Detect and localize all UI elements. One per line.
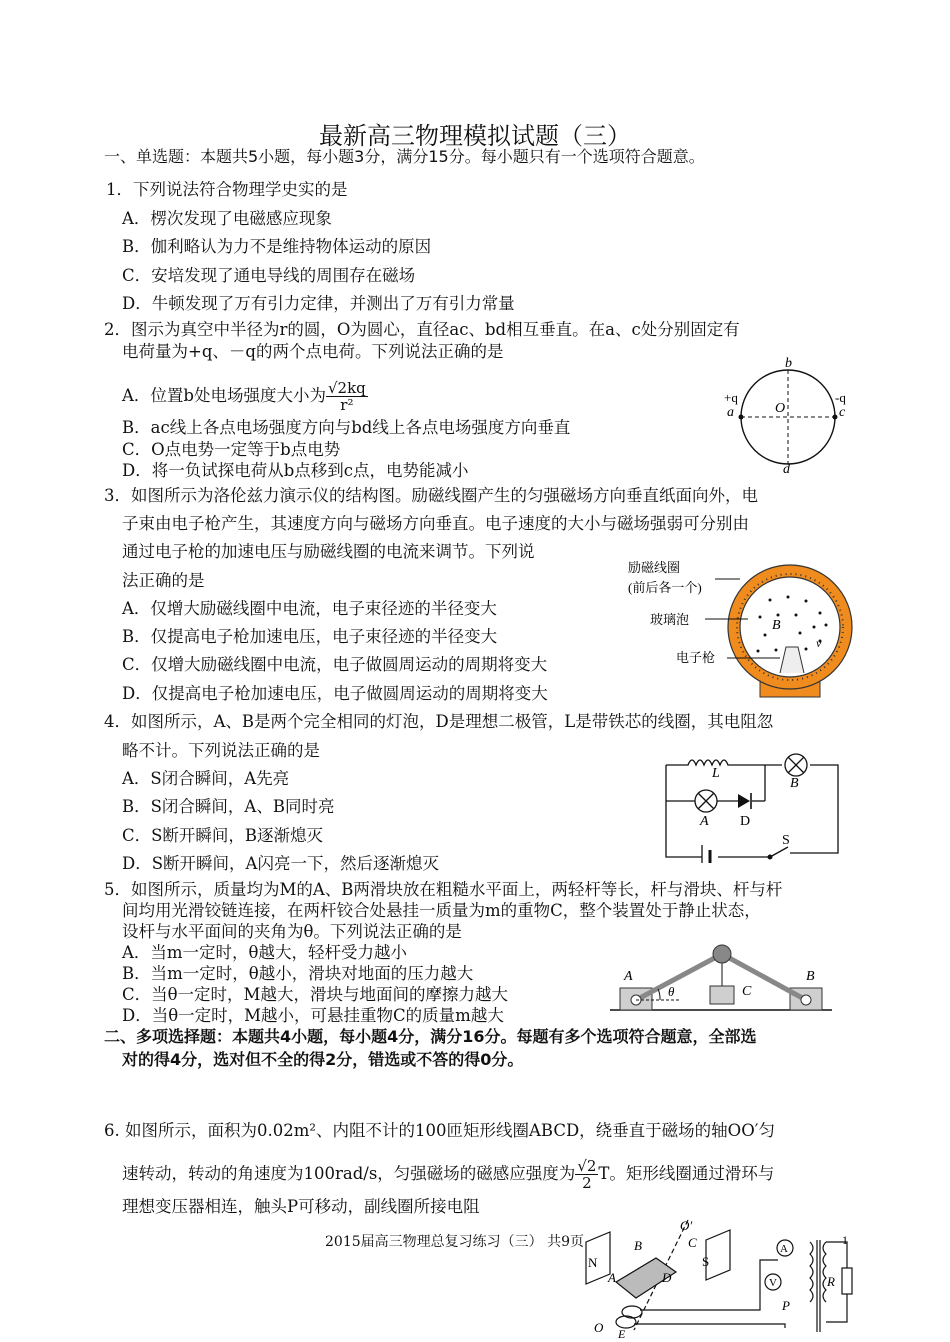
- label-coil-note: (前后各一个): [628, 580, 702, 595]
- resistor-R: [842, 1268, 852, 1294]
- q2-option-c: C．O点电势一定等于b点电势: [122, 440, 341, 459]
- charge-c: [833, 415, 838, 420]
- q2-circle-figure: [715, 355, 855, 477]
- q2-option-a: [122, 380, 368, 413]
- q1-option-d: D．牛顿发现了万有引力定律，并测出了万有引力常量: [122, 294, 515, 313]
- label-v: v: [816, 636, 822, 650]
- q5-slider-figure: [610, 938, 835, 1016]
- q3-option-d: D．仅提高电子枪加速电压，电子做圆周运动的周期将变大: [122, 684, 548, 703]
- label-B: B: [634, 1238, 642, 1253]
- q4-option-d: D．S断开瞬间，A闪亮一下，然后逐渐熄灭: [122, 854, 439, 873]
- q5-option-b: B．当m一定时，θ越小，滑块对地面的压力越大: [122, 964, 474, 983]
- page-title: 最新高三物理模拟试题（三）: [319, 122, 631, 150]
- fraction-denominator: 2: [582, 1174, 592, 1192]
- switch-S: [770, 847, 788, 857]
- label-E: E: [618, 1327, 626, 1340]
- top-hinge: [713, 945, 731, 963]
- label-O: O: [594, 1320, 604, 1335]
- wire-bottom: [634, 1324, 785, 1328]
- q5-stem-line1: 5．如图所示，质量均为M的A、B两滑块放在粗糙水平面上，两轻杆等长，杆与滑块、杆与杆: [104, 880, 783, 899]
- label-S: S: [782, 833, 790, 848]
- label-L: L: [712, 766, 720, 781]
- q3-stem-line2: 子束由电子枪产生，其速度方向与磁场方向垂直。电子速度的大小与磁场强弱可分别由: [122, 514, 749, 533]
- inductor-L: [666, 760, 765, 765]
- magnet-S: [706, 1230, 730, 1280]
- label-B: B: [790, 776, 799, 791]
- q1-stem: 1．下列说法符合物理学史实的是: [106, 180, 348, 199]
- q3-stem-line3: 通过电子枪的加速电压与励磁线圈的电流来调节。下列说: [122, 542, 535, 561]
- q6-fraction: [575, 1158, 598, 1191]
- diode-D: [738, 794, 750, 808]
- q2-option-a-text: A．位置b处电场强度大小为: [122, 386, 326, 405]
- label-B: B: [772, 618, 781, 633]
- label-D: D: [662, 1270, 672, 1285]
- rod-left: [636, 954, 722, 1000]
- q3-option-b: B．仅提高电子枪加速电压，电子束径迹的半径变大: [122, 627, 498, 646]
- q1-option-b: B．伽利略认为力不是维持物体运动的原因: [122, 237, 432, 256]
- label-D: D: [740, 814, 751, 829]
- q2-option-a-fraction: [326, 380, 368, 413]
- label-O1: O′: [680, 1218, 693, 1233]
- label-R: R: [827, 1274, 835, 1289]
- label-gun: 电子枪: [676, 650, 716, 665]
- label-plus-q: +q: [724, 390, 738, 405]
- hinge-B: [801, 995, 811, 1005]
- fraction-numerator: √2kq: [327, 379, 366, 397]
- q6-line3: 理想变压器相连，触头P可移动，副线圈所接电阻: [122, 1197, 480, 1216]
- primary-coil: [810, 1242, 813, 1302]
- q5-option-d: D．当θ一定时，M越小，可悬挂重物C的质量m越大: [122, 1006, 504, 1025]
- label-minus-q: -q: [835, 390, 846, 405]
- q6-line2-tail: T。矩形线圈通过滑环与: [598, 1164, 775, 1183]
- label-A: A: [700, 814, 709, 829]
- charge-a: [739, 415, 744, 420]
- rod-right: [722, 954, 806, 1000]
- q5-stem-line3: 设杆与水平面间的夹角为θ。下列说法正确的是: [122, 922, 462, 941]
- q4-circuit-figure: [660, 745, 845, 863]
- page-footer: 2015届高三物理总复习练习（三） 共9页: [325, 1234, 584, 1250]
- label-C: C: [688, 1235, 697, 1250]
- q6-line2-text: 速转动，转动的角速度为100rad/s，匀强磁场的磁感应强度为: [122, 1164, 576, 1183]
- q6-line1: 6. 如图所示，面积为0.02m²、内阻不计的100匝矩形线圈ABCD，绕垂直于磁场的轴OO′匀: [104, 1121, 775, 1140]
- label-A: A: [608, 1270, 616, 1285]
- label-a: a: [727, 405, 734, 420]
- fraction-denominator: r²: [340, 396, 354, 414]
- q4-option-a: A．S闭合瞬间，A先亮: [122, 769, 290, 788]
- q5-option-c: C．当θ一定时，M越大，滑块与地面间的摩擦力越大: [122, 985, 508, 1004]
- q3-option-c: C．仅增大励磁线圈中电流，电子做圆周运动的周期将变大: [122, 655, 548, 674]
- q5-stem-line2: 间均用光滑铰链连接，在两杆铰合处悬挂一质量为m的重物C，整个装置处于静止状态，: [122, 901, 761, 920]
- angle-arc: [658, 989, 660, 1000]
- q4-stem-line1: 4．如图所示，A、B是两个完全相同的灯泡，D是理想二极管，L是带铁芯的线圈，其电阻忽: [104, 712, 774, 731]
- q4-option-c: C．S断开瞬间，B逐渐熄灭: [122, 826, 324, 845]
- label-S: S: [702, 1254, 710, 1269]
- label-P: P: [782, 1298, 790, 1313]
- q2-option-d: D．将一负试探电荷从b点移到c点，电势能减小: [122, 461, 469, 480]
- label-c: c: [839, 405, 846, 420]
- q4-stem-line2: 略不计。下列说法正确的是: [122, 741, 320, 760]
- label-ammeter: A: [780, 1243, 788, 1255]
- label-b: b: [785, 356, 792, 371]
- q6-generator-figure: [580, 1212, 860, 1340]
- q2-stem-line2: 电荷量为+q、－q的两个点电荷。下列说法正确的是: [122, 342, 504, 361]
- label-coil: 励磁线圈: [628, 560, 681, 575]
- label-one: 1: [842, 1233, 848, 1247]
- label-o: O: [775, 401, 786, 416]
- section1-heading: 一、单选题：本题共5小题，每小题3分，满分15分。每小题只有一个选项符合题意。: [104, 147, 705, 166]
- q3-option-a: A．仅增大励磁线圈中电流，电子束径迹的半径变大: [122, 599, 497, 618]
- q1-option-a: A．楞次发现了电磁感应现象: [122, 209, 332, 228]
- secondary-coil: [823, 1242, 826, 1302]
- label-theta: θ: [668, 984, 675, 999]
- label-N: N: [588, 1255, 598, 1270]
- label-A: A: [624, 969, 633, 984]
- wire-left: [666, 765, 702, 857]
- label-C: C: [742, 984, 752, 999]
- fraction-numerator: √2: [577, 1157, 597, 1175]
- q3-stem-line4: 法正确的是: [122, 571, 205, 590]
- q6-line2: [122, 1158, 774, 1191]
- q3-lorentz-figure: [620, 555, 860, 705]
- section2-heading-line2: 对的得4分，选对但不全的得2分，错选或不答的得0分。: [122, 1050, 524, 1069]
- q1-option-c: C．安培发现了通电导线的周围存在磁场: [122, 266, 416, 285]
- section2-heading-line1: 二、多项选择题：本题共4小题，每小题4分，满分16分。每题有多个选项符合题意，全部选: [104, 1027, 757, 1046]
- q4-option-b: B．S闭合瞬间，A、B同时亮: [122, 797, 335, 816]
- q2-option-b: B．ac线上各点电场强度方向与bd线上各点电场强度方向垂直: [122, 418, 571, 437]
- weight-C: [710, 986, 734, 1004]
- q3-stem-line1: 3．如图所示为洛伦兹力演示仪的结构图。励磁线圈产生的匀强磁场方向垂直纸面向外，电: [104, 486, 758, 505]
- label-B: B: [806, 969, 815, 984]
- q5-option-a: A．当m一定时，θ越大，轻杆受力越小: [122, 943, 407, 962]
- label-voltmeter: V: [769, 1277, 777, 1289]
- q2-stem-line1: 2．图示为真空中半径为r的圆，O为圆心，直径ac、bd相互垂直。在a、c处分别固定有: [104, 320, 740, 339]
- label-bulb: 玻璃泡: [650, 612, 690, 627]
- label-d: d: [783, 462, 790, 477]
